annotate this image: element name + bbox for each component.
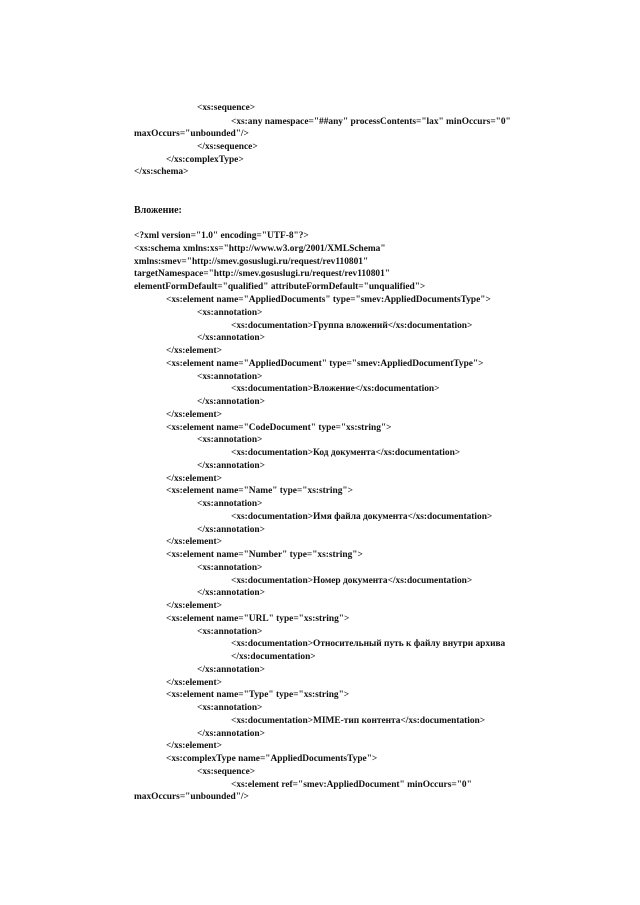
code-line: </xs:element> xyxy=(166,474,222,484)
section-heading: Вложение: xyxy=(134,205,182,216)
code-line: targetNamespace="http://smev.gosuslugi.ru/request/rev110801" xyxy=(134,269,391,279)
code-line: <xs:annotation> xyxy=(197,499,263,509)
code-line: </xs:documentation> xyxy=(231,652,316,662)
code-line: </xs:element> xyxy=(166,410,222,420)
code-line: </xs:annotation> xyxy=(197,588,265,598)
code-line: <xs:documentation>MIME-тип контента</xs:documentation> xyxy=(231,716,486,726)
code-line: </xs:element> xyxy=(166,741,222,751)
code-line: <xs:documentation>Вложение</xs:documentation> xyxy=(231,384,440,394)
code-line: elementFormDefault="qualified" attributeFormDefault="unqualified"> xyxy=(134,282,426,292)
code-line: <xs:documentation>Относительный путь к файлу внутри архива xyxy=(231,639,506,649)
code-line: </xs:annotation> xyxy=(197,333,265,343)
code-line: maxOccurs="unbounded"/> xyxy=(134,129,249,139)
code-line: <xs:element name="Name" type="xs:string"> xyxy=(166,486,353,496)
code-line: <xs:sequence> xyxy=(197,767,256,777)
code-line: <xs:annotation> xyxy=(197,372,263,382)
code-line: <xs:schema xmlns:xs="http://www.w3.org/2001/XMLSchema" xyxy=(134,244,386,254)
code-line: <xs:documentation>Номер документа</xs:documentation> xyxy=(231,576,473,586)
code-line: <xs:annotation> xyxy=(197,308,263,318)
code-line: </xs:complexType> xyxy=(166,155,244,165)
code-line: </xs:annotation> xyxy=(197,461,265,471)
code-line: <xs:element name="Number" type="xs:string"> xyxy=(166,550,363,560)
code-line: </xs:annotation> xyxy=(197,397,265,407)
code-line: <xs:element name="Type" type="xs:string"> xyxy=(166,690,350,700)
code-line: <xs:element ref="smev:AppliedDocument" minOccurs="0" xyxy=(231,780,472,790)
code-line: <xs:documentation>Код документа</xs:documentation> xyxy=(231,448,461,458)
code-line: <?xml version="1.0" encoding="UTF-8"?> xyxy=(134,231,309,241)
code-line: </xs:element> xyxy=(166,537,222,547)
code-line: <xs:annotation> xyxy=(197,627,263,637)
code-line: <xs:complexType name="AppliedDocumentsType"> xyxy=(166,754,378,764)
code-line: <xs:element name="AppliedDocument" type="smev:AppliedDocumentType"> xyxy=(166,359,484,369)
code-line: <xs:sequence> xyxy=(197,103,256,113)
code-line: <xs:annotation> xyxy=(197,703,263,713)
code-line: </xs:schema> xyxy=(134,167,189,177)
code-line: maxOccurs="unbounded"/> xyxy=(134,792,249,802)
code-line: <xs:element name="URL" type="xs:string"> xyxy=(166,614,350,624)
code-line: </xs:annotation> xyxy=(197,525,265,535)
code-line: <xs:element name="AppliedDocuments" type="smev:AppliedDocumentsType"> xyxy=(166,295,491,305)
code-line: </xs:element> xyxy=(166,601,222,611)
code-line: <xs:annotation> xyxy=(197,563,263,573)
code-line: <xs:annotation> xyxy=(197,435,263,445)
code-line: xmlns:smev="http://smev.gosuslugi.ru/request/rev110801" xyxy=(134,257,369,267)
code-line: <xs:element name="CodeDocument" type="xs:string"> xyxy=(166,423,392,433)
code-line: </xs:element> xyxy=(166,678,222,688)
code-line: <xs:documentation>Группа вложений</xs:documentation> xyxy=(231,321,473,331)
code-line: <xs:any namespace="##any" processContents="lax" minOccurs="0" xyxy=(231,117,511,127)
code-line: </xs:element> xyxy=(166,346,222,356)
code-line: <xs:documentation>Имя файла документа</xs:documentation> xyxy=(231,512,493,522)
code-line: </xs:annotation> xyxy=(197,729,265,739)
code-line: </xs:sequence> xyxy=(197,142,258,152)
code-line: </xs:annotation> xyxy=(197,665,265,675)
